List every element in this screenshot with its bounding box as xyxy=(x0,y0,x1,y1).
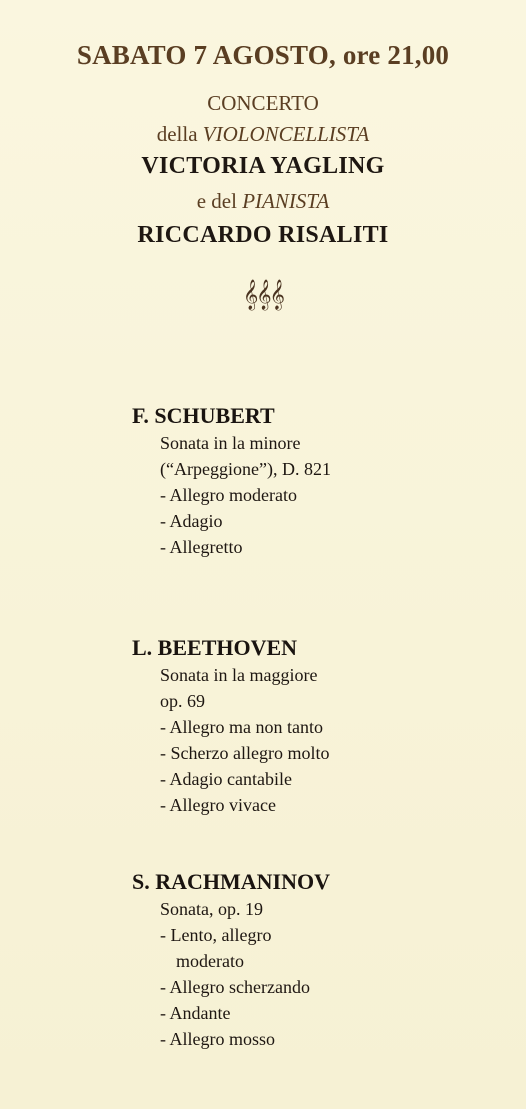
performer-1-name: VICTORIA YAGLING xyxy=(141,153,385,179)
movement: - Lento, allegro xyxy=(160,925,272,945)
movement: - Allegro scherzando xyxy=(160,977,310,997)
movement: - Allegro moderato xyxy=(160,485,297,505)
performer-1-role-line xyxy=(0,122,526,147)
performer-2-role-line xyxy=(0,189,526,214)
movement: - Allegretto xyxy=(160,537,243,557)
work-details xyxy=(132,430,331,560)
performer-2-name: RICCARDO RISALITI xyxy=(137,222,389,248)
program-item-beethoven xyxy=(132,634,329,818)
work-title: Sonata in la minore xyxy=(160,433,301,453)
composer-name: S. RACHMANINOV xyxy=(132,869,330,894)
performer-2-role: PIANISTA xyxy=(242,189,330,213)
work-title: Sonata, op. 19 xyxy=(160,899,263,919)
role-prefix: della xyxy=(156,122,203,146)
program-item-schubert xyxy=(132,402,331,560)
event-type-heading: CONCERTO xyxy=(207,91,319,115)
work-title: op. 69 xyxy=(160,691,205,711)
movement: - Scherzo allegro molto xyxy=(160,743,330,763)
movement: - Adagio cantabile xyxy=(160,769,292,789)
work-details xyxy=(132,662,329,818)
role-prefix: e del xyxy=(196,189,243,213)
performer-1-role: VIOLONCELLISTA xyxy=(202,122,370,146)
work-title: Sonata in la maggiore xyxy=(160,665,318,685)
movement: - Allegro ma non tanto xyxy=(160,717,323,737)
event-date-time: SABATO 7 AGOSTO, ore 21,00 xyxy=(76,40,450,70)
movement: - Andante xyxy=(160,1003,231,1023)
treble-clef-icon: 𝄞𝄞𝄞 xyxy=(242,280,284,310)
composer-name: L. BEETHOVEN xyxy=(132,635,298,660)
work-title: (“Arpeggione”), D. 821 xyxy=(160,459,331,479)
movement-continuation: moderato xyxy=(176,951,244,971)
composer-name: F. SCHUBERT xyxy=(132,403,275,428)
program-item-rachmaninov xyxy=(132,868,330,1052)
movement: - Adagio xyxy=(160,511,223,531)
movement: - Allegro vivace xyxy=(160,795,276,815)
movement: - Allegro mosso xyxy=(160,1029,275,1049)
work-details xyxy=(132,896,330,1052)
